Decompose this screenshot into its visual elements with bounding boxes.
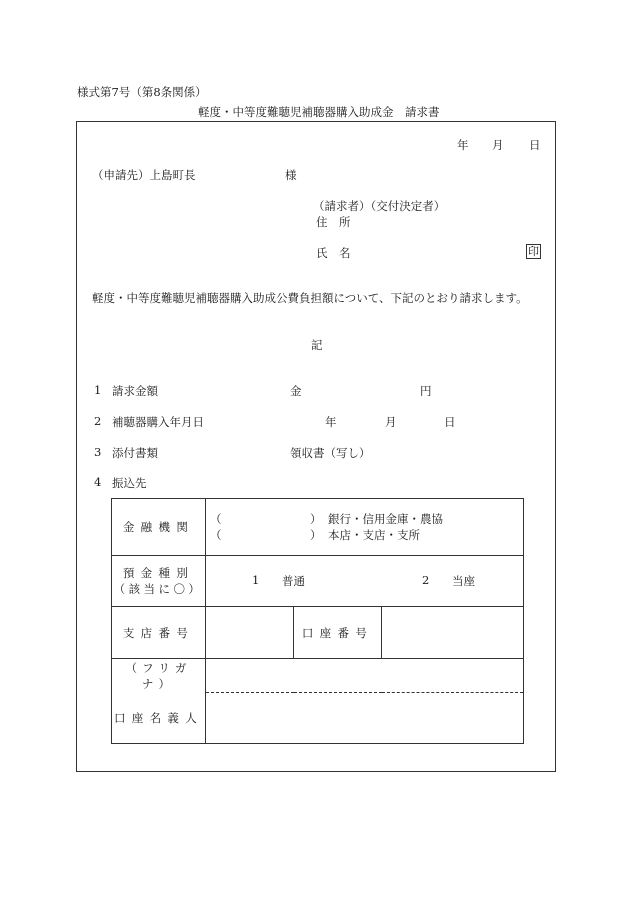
institution-close-paren-1: ） [310,512,322,526]
claimant-address-label: 住 所 [316,215,351,229]
item-2-month: 月 [385,415,397,429]
account-number-label: 口座番号 [294,607,382,659]
item-2-year: 年 [325,415,337,429]
deposit-type-label-note: （該当に〇） [113,582,204,596]
item-1-number: 1 [94,383,102,397]
addressee-label: （申請先）上島町長 [92,168,196,182]
item-2-label: 補聴器購入年月日 [112,415,204,429]
deposit-option-ordinary[interactable]: 普通 [282,574,305,588]
deposit-option-2-number: 2 [422,573,430,587]
deposit-option-1-number: 1 [252,573,260,587]
item-3-number: 3 [94,445,102,459]
date-year: 年 [457,138,469,152]
account-number-field[interactable] [382,607,524,659]
item-1-kin: 金 [290,384,302,398]
account-holder-label: 口座名義人 [112,693,206,744]
item-3-label: 添付書類 [112,446,158,460]
deposit-type-options[interactable] [206,556,524,607]
branch-type-options: 本店・支店・支所 [328,528,420,542]
addressee-honorific: 様 [285,168,297,182]
form-number: 様式第7号（第8条関係） [77,85,207,99]
furigana-field[interactable] [206,659,524,693]
item-2-number: 2 [94,414,102,428]
ki-heading: 記 [311,338,323,352]
institution-type-options: 銀行・信用金庫・農協 [328,512,443,526]
body-text: 軽度・中等度難聴児補聴器購入助成公費負担額について、下記のとおり請求します。 [92,291,528,305]
institution-open-paren-1: （ [210,512,222,526]
furigana-label: （フリガナ） [112,659,206,693]
account-holder-field[interactable] [206,693,524,744]
date-month: 月 [492,138,504,152]
institution-label: 金融機関 [112,499,206,556]
seal-mark: 印 [528,245,539,258]
bank-account-table [111,498,524,744]
item-2-day: 日 [444,415,456,429]
deposit-type-label-main: 預金種別 [122,566,195,580]
deposit-option-current[interactable]: 当座 [452,574,475,588]
claimant-name-label: 氏 名 [316,246,351,260]
item-4-number: 4 [94,475,102,489]
deposit-type-label [112,556,206,607]
item-4-label: 振込先 [112,476,147,490]
branch-number-label: 支店番号 [112,607,206,659]
institution-field[interactable] [206,499,524,556]
form-title: 軽度・中等度難聴児補聴器購入助成金 請求書 [198,105,440,119]
claimant-role: （請求者）（交付決定者） [313,199,446,213]
item-3-attachment: 領収書（写し） [290,446,371,460]
item-1-yen: 円 [420,384,432,398]
date-day: 日 [529,138,541,152]
item-1-label: 請求金額 [112,384,158,398]
institution-close-paren-2: ） [310,528,322,542]
institution-open-paren-2: （ [210,528,222,542]
branch-number-field[interactable] [206,607,294,659]
